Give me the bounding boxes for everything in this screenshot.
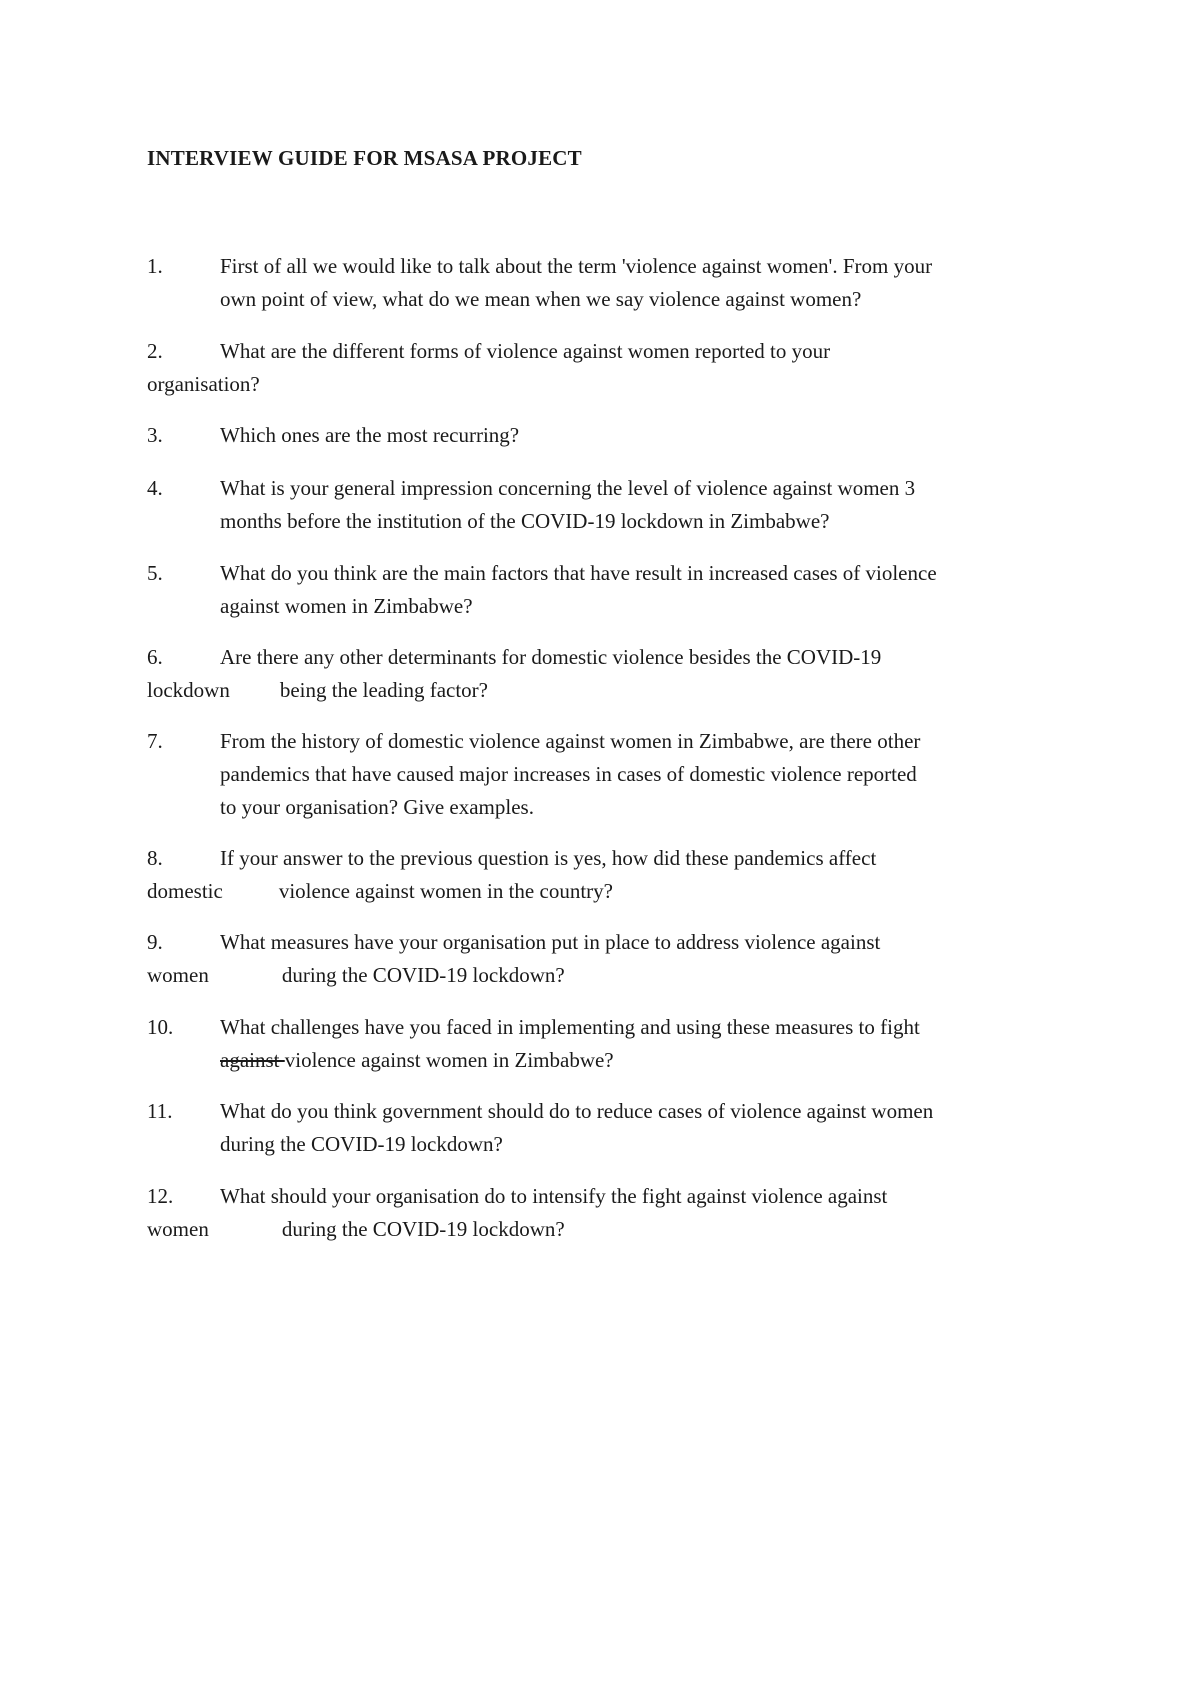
question-text-line <box>147 1044 1067 1077</box>
question-text-line: First of all we would like to talk about the term 'violence against women'. From your <box>220 254 933 278</box>
question-number: 10. <box>147 1015 174 1039</box>
question-text-line <box>147 959 1067 992</box>
question-text-line: months before the institution of the COVID-19 lockdown in Zimbabwe? <box>220 509 830 533</box>
question-number: 12. <box>147 1184 174 1208</box>
question-text-line <box>147 1213 1067 1246</box>
question-item <box>147 335 1067 401</box>
question-text-line: Which ones are the most recurring? <box>220 423 520 447</box>
question-item <box>147 641 1067 707</box>
question-number: 6. <box>147 645 163 669</box>
question-number: 1. <box>147 254 163 278</box>
question-item <box>147 926 1067 992</box>
document-title: INTERVIEW GUIDE FOR MSASA PROJECT <box>147 146 582 170</box>
question-text-line: What do you think government should do to reduce cases of violence against women <box>220 1099 934 1123</box>
question-item <box>147 250 1067 316</box>
question-text-fragment: women <box>147 963 209 987</box>
question-text-line: What challenges have you faced in implementing and using these measures to fight <box>220 1015 920 1039</box>
question-text-fragment: violence against women in Zimbabwe? <box>284 1048 614 1072</box>
question-item <box>147 1180 1067 1246</box>
question-item <box>147 472 1067 538</box>
question-text-line <box>147 674 1067 707</box>
question-text-line: What is your general impression concerning the level of violence against women 3 <box>220 476 916 500</box>
question-text-line: If your answer to the previous question is yes, how did these pandemics affect <box>220 846 877 870</box>
question-number: 3. <box>147 423 163 447</box>
question-number: 2. <box>147 339 163 363</box>
question-text-line: Are there any other determinants for domestic violence besides the COVID-19 <box>220 645 882 669</box>
question-number: 9. <box>147 930 163 954</box>
question-text-line: pandemics that have caused major increases in cases of domestic violence reported <box>220 762 917 786</box>
question-text-fragment: during the COVID-19 lockdown? <box>281 1217 565 1241</box>
question-text-line: What measures have your organisation put in place to address violence against <box>220 930 881 954</box>
question-item <box>147 725 1067 824</box>
question-number: 5. <box>147 561 163 585</box>
question-number: 8. <box>147 846 163 870</box>
question-number: 4. <box>147 476 163 500</box>
question-number: 7. <box>147 729 163 753</box>
question-item <box>147 419 1067 452</box>
question-text-line: during the COVID-19 lockdown? <box>220 1132 503 1156</box>
question-text-fragment: domestic <box>147 879 223 903</box>
question-text-fragment: during the COVID-19 lockdown? <box>281 963 565 987</box>
question-text-line <box>147 875 1067 908</box>
question-item <box>147 1095 1067 1161</box>
question-item <box>147 842 1067 908</box>
question-text-line: What are the different forms of violence against women reported to your <box>220 339 831 363</box>
question-text-fragment: women <box>147 1217 209 1241</box>
question-item <box>147 557 1067 623</box>
question-text-fragment: lockdown <box>147 678 230 702</box>
question-text-fragment: being the leading factor? <box>279 678 488 702</box>
question-text-line: What should your organisation do to intensify the fight against violence against <box>220 1184 888 1208</box>
struck-text: against <box>220 1048 285 1072</box>
question-item <box>147 1011 1067 1077</box>
question-text-line: From the history of domestic violence against women in Zimbabwe, are there other <box>220 729 921 753</box>
question-text-line: against women in Zimbabwe? <box>220 594 473 618</box>
question-text-line: to your organisation? Give examples. <box>220 795 534 819</box>
question-text-line: What do you think are the main factors that have result in increased cases of violence <box>220 561 937 585</box>
question-text-line: organisation? <box>147 372 260 396</box>
question-text-line: own point of view, what do we mean when we say violence against women? <box>220 287 862 311</box>
question-text-fragment: violence against women in the country? <box>278 879 613 903</box>
question-number: 11. <box>147 1099 173 1123</box>
